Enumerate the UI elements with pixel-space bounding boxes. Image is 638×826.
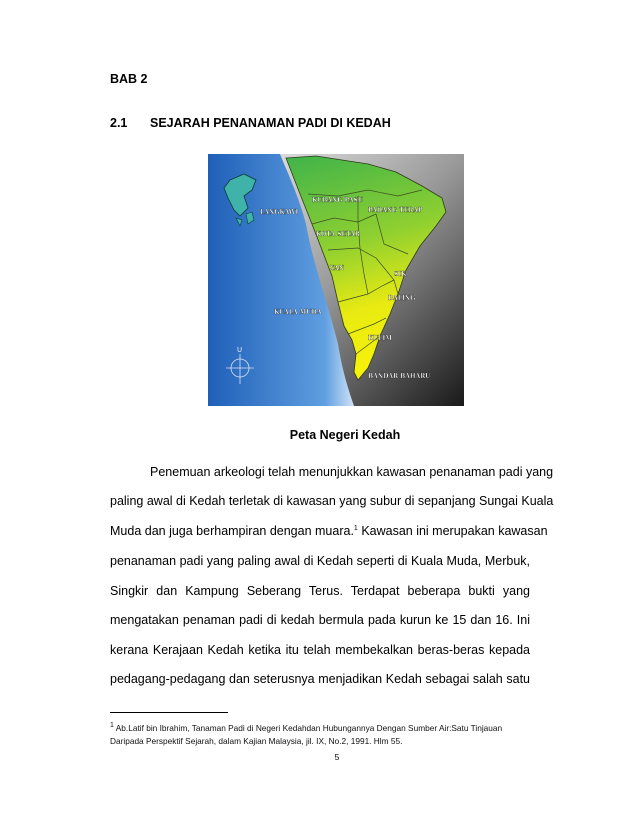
map-label-kulim: KULIM [368,335,392,342]
map-label-padang-terap: PADANG TERAP [368,207,423,214]
paragraph-line: mengatakan penaman padi di kedah bermula pada kurun ke 15 dan 16. Ini [110,613,530,627]
kedah-map-graphic [208,154,464,406]
paragraph-line: paling awal di Kedah terletak di kawasan yang subur di sepanjang Sungai Kuala [110,494,554,508]
paragraph-line: pedagang-pedagang dan seterusnya menjadikan Kedah sebagai salah satu [110,672,530,686]
paragraph-line: kerana Kerajaan Kedah ketika itu telah membekalkan beras-beras kepada [110,643,530,657]
compass-north-label: U [237,346,243,354]
paragraph-line: penanaman padi yang paling awal di Kedah seperti di Kuala Muda, Merbuk, [110,554,530,568]
footnote-text: Ab.Latif bin Ibrahim, Tanaman Padi di Negeri Kedahdan Hubungannya Dengan Sumber Air:Satu Tinjauan [115,722,503,733]
map-label-kota-setar: KOTA SETAR [316,231,360,238]
map-label-yan: YAN [330,265,345,272]
paragraph-line-part: Muda dan juga berhampiran dengan muara. [110,524,354,538]
map-label-kubang-pasu: KUBANG PASU [312,197,363,204]
section-title: SEJARAH PENANAMAN PADI DI KEDAH [150,116,391,130]
paragraph-line: Penemuan arkeologi telah menunjukkan kawasan penanaman padi yang [150,465,554,479]
map-label-baling: BALING [388,295,416,302]
paragraph-line: Singkir dan Kampung Seberang Terus. Terdapat beberapa bukti yang [110,584,530,598]
footnote-reference: 1 [353,524,358,532]
footnote-separator [110,712,228,713]
chapter-heading: BAB 2 [110,72,148,86]
map-label-bandar-baharu: BANDAR BAHARU [368,373,431,380]
map-label-langkawi: LANGKAWI [260,209,299,216]
footnote-marker: 1 [110,722,114,729]
page-number: 5 [334,752,340,762]
footnote-line [110,720,502,734]
kedah-map [208,154,464,406]
paragraph-line [110,524,548,538]
paragraph-line-part: Kawasan ini merupakan kawasan [361,524,548,538]
footnote-line: Daripada Perspektif Sejarah, dalam Kajian Malaysia, jil. IX, No.2, 1991. Hlm 55. [110,736,403,746]
map-label-kuala-muda: KUALA MUDA [274,309,322,316]
map-caption: Peta Negeri Kedah [289,428,401,442]
map-label-sik: SIK [394,271,407,278]
section-number: 2.1 [110,116,128,130]
